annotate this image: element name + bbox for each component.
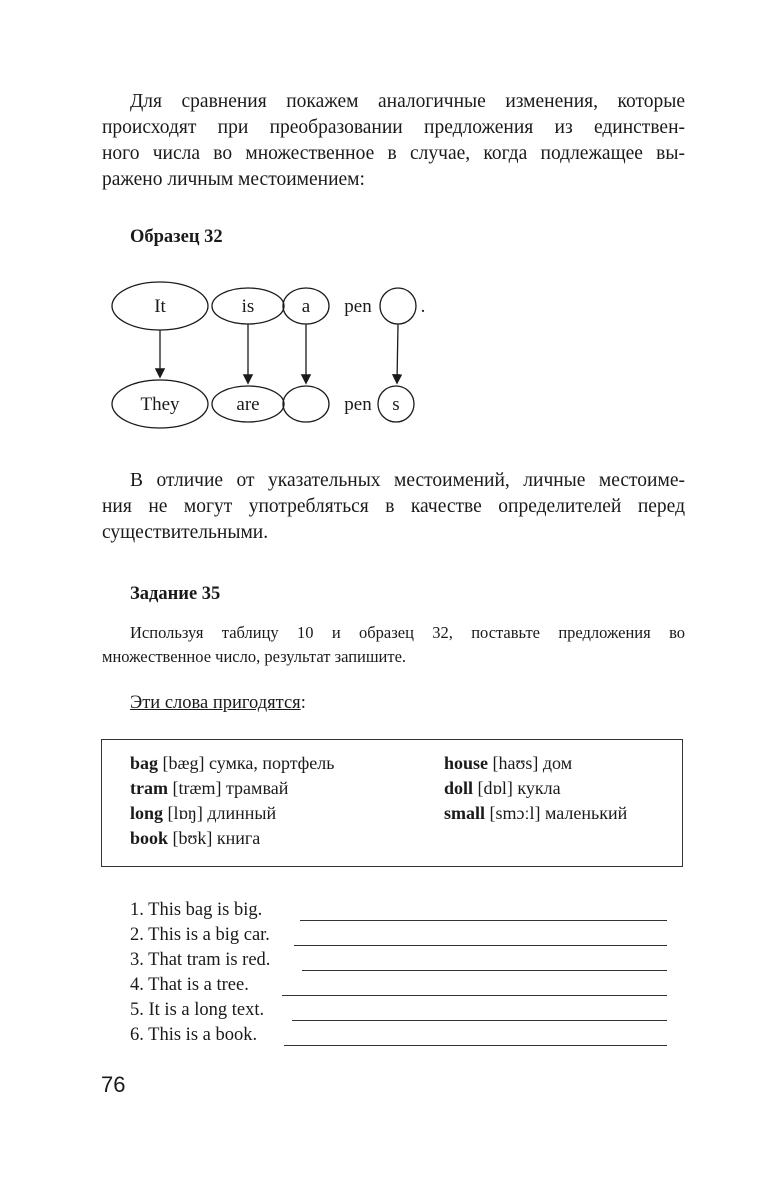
task-instruction [102,621,685,669]
sample-diagram [100,280,440,430]
vocab-item: book [bʊk] книга [130,828,261,848]
intro-line: происходят при преобразовании предложения из единствен- [102,117,685,138]
vocab-item: house [haʊs] дом [444,753,573,773]
intro-line: ного числа во множественное в случае, когда подлежащее вы- [102,143,685,164]
note-line: ния не могут употребляться в качестве определителей перед [102,496,685,517]
oval-empty-bottom [283,386,329,422]
suffix-s: s [392,394,400,415]
vocab-item: long [lɒŋ] длинный [130,803,277,823]
exercise-sentence: 3. That tram is red. [130,950,271,970]
exercise-sentence: 1. This bag is big. [130,900,263,920]
note-line: существительными. [102,522,269,543]
useful-words-label: Эти слова пригодятся: [130,693,306,713]
intro-paragraph [102,89,685,193]
instruction-line: Используя таблицу 10 и образец 32, поставьте предложения во [130,623,685,642]
task-title: Задание 35 [130,584,221,604]
diagram-svg [100,280,440,430]
note-paragraph [102,468,685,546]
intro-line: Для сравнения покажем аналогичные изменения, которые [130,91,685,112]
vocab-item: tram [træm] трамвай [130,778,289,798]
oval-empty-top [380,288,416,324]
answer-line[interactable] [284,1045,667,1046]
answer-line[interactable] [282,995,667,996]
exercise-sentence: 4. That is a tree. [130,975,249,995]
vocabulary-box [101,739,683,867]
period: . [420,296,426,317]
exercise-sentence: 5. It is a long text. [130,1000,265,1020]
answer-line[interactable] [300,920,667,921]
word-pen-bottom: pen [344,394,372,415]
word-are: are [236,394,260,415]
vocab-item: small [smɔːl] маленький [444,803,628,823]
word-they: They [140,394,180,415]
note-line: В отличие от указательных местоимений, личные местоиме- [130,470,685,491]
word-pen-top: pen [344,296,372,317]
sample-title: Образец 32 [130,227,223,247]
intro-line: ражено личным местоимением: [102,169,365,190]
vocab-item: doll [dɒl] кукла [444,778,561,798]
vocab-item: bag [bæg] сумка, портфель [130,753,335,773]
exercise-sentence: 6. This is a book. [130,1025,258,1045]
word-it: It [154,296,166,317]
word-a: a [301,296,311,317]
page-number: 76 [101,1072,126,1097]
instruction-line: множественное число, результат запишите. [102,647,407,666]
answer-line[interactable] [302,970,667,971]
exercise-sentence: 2. This is a big car. [130,925,270,945]
arrow-empty-s [397,324,398,382]
answer-line[interactable] [294,945,667,946]
answer-line[interactable] [292,1020,667,1021]
word-is: is [241,296,255,317]
